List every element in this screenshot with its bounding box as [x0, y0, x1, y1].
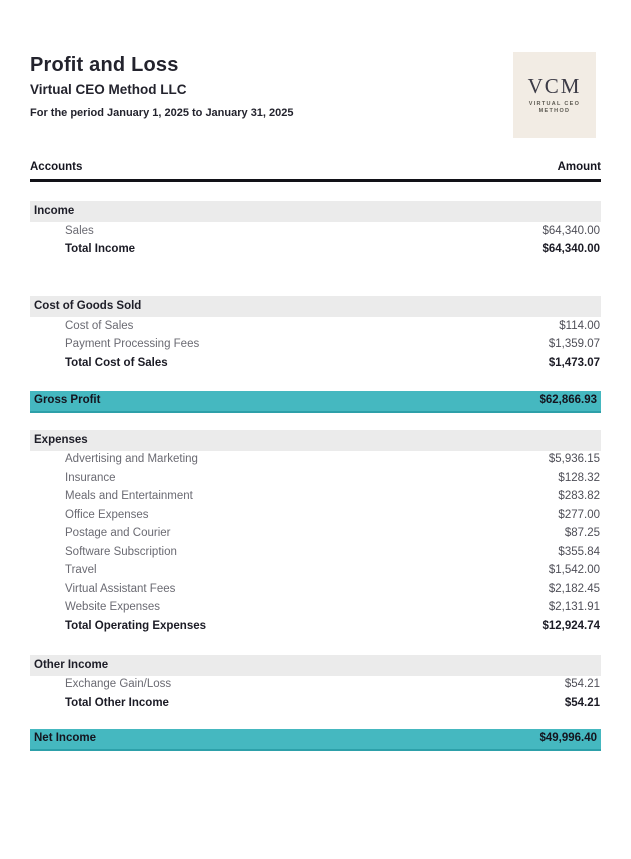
summary-amount: $62,866.93	[539, 394, 597, 406]
account-label: Total Income	[65, 243, 136, 256]
account-amount: $87.25	[564, 527, 600, 540]
section-expenses	[30, 430, 601, 636]
account-row	[30, 580, 601, 599]
account-label: Insurance	[65, 471, 116, 484]
summary-label: Gross Profit	[34, 394, 101, 406]
account-amount: $1,542.00	[548, 564, 600, 577]
account-amount: $283.82	[558, 490, 600, 503]
account-label: Meals and Entertainment	[65, 490, 193, 503]
account-amount: $277.00	[558, 508, 600, 521]
account-label: Advertising and Marketing	[65, 453, 198, 466]
summary-row-net-income	[30, 729, 601, 751]
account-row	[30, 469, 601, 488]
account-row	[30, 336, 601, 355]
account-row	[30, 354, 601, 373]
account-label: Travel	[65, 564, 97, 577]
account-amount: $64,340.00	[542, 224, 600, 237]
account-amount: $54.21	[564, 696, 600, 709]
summary-label: Net Income	[34, 732, 96, 744]
section-income	[30, 201, 601, 259]
account-row	[30, 543, 601, 562]
account-label: Sales	[65, 224, 94, 237]
account-row	[30, 317, 601, 336]
account-amount: $64,340.00	[542, 243, 600, 256]
page-title: Profit and Loss	[30, 54, 179, 76]
account-amount: $2,182.45	[548, 582, 600, 595]
logo-tagline-line1: VIRTUAL CEO	[528, 101, 581, 107]
account-row	[30, 241, 601, 260]
account-amount: $1,473.07	[548, 356, 600, 369]
section-other-income	[30, 655, 601, 713]
summary-row-gross-profit	[30, 391, 601, 413]
account-row	[30, 222, 601, 241]
company-name: Virtual CEO Method LLC	[30, 82, 187, 97]
account-row	[30, 694, 601, 713]
account-amount: $12,924.74	[542, 619, 600, 632]
brand-logo	[513, 52, 596, 138]
account-label: Exchange Gain/Loss	[65, 678, 172, 691]
account-amount: $54.21	[564, 678, 600, 691]
account-amount: $5,936.15	[548, 453, 600, 466]
report-header	[30, 53, 601, 120]
account-row	[30, 599, 601, 618]
account-row	[30, 562, 601, 581]
section-header: Cost of Goods Sold	[30, 296, 601, 317]
account-amount: $114.00	[559, 319, 600, 332]
account-row	[30, 617, 601, 636]
account-label: Virtual Assistant Fees	[65, 582, 176, 595]
account-label: Office Expenses	[65, 508, 149, 521]
table-header	[30, 161, 601, 182]
account-label: Software Subscription	[65, 545, 177, 558]
section-header: Income	[30, 201, 601, 222]
report-body	[30, 201, 601, 751]
account-row	[30, 451, 601, 470]
logo-tagline-line2: METHOD	[538, 108, 571, 114]
account-label: Payment Processing Fees	[65, 338, 200, 351]
account-label: Cost of Sales	[65, 319, 134, 332]
logo-tagline	[529, 101, 580, 115]
report-period: For the period January 1, 2025 to January 31, 2025	[30, 107, 294, 119]
account-label: Website Expenses	[65, 601, 161, 614]
section-header: Expenses	[30, 430, 601, 451]
account-amount: $128.32	[558, 471, 600, 484]
account-label: Postage and Courier	[65, 527, 171, 540]
account-row	[30, 506, 601, 525]
summary-amount: $49,996.40	[539, 732, 597, 744]
account-amount: $1,359.07	[548, 338, 600, 351]
account-label: Total Cost of Sales	[65, 356, 168, 369]
section-header: Other Income	[30, 655, 601, 676]
account-amount: $355.84	[558, 545, 600, 558]
account-label: Total Operating Expenses	[65, 619, 207, 632]
account-amount: $2,131.91	[548, 601, 600, 614]
logo-monogram: VCM	[527, 74, 582, 98]
account-label: Total Other Income	[65, 696, 169, 709]
account-row	[30, 488, 601, 507]
column-header-accounts: Accounts	[30, 161, 83, 173]
section-cost-of-goods-sold	[30, 296, 601, 373]
column-header-amount: Amount	[557, 161, 601, 173]
account-row	[30, 525, 601, 544]
account-row	[30, 676, 601, 695]
